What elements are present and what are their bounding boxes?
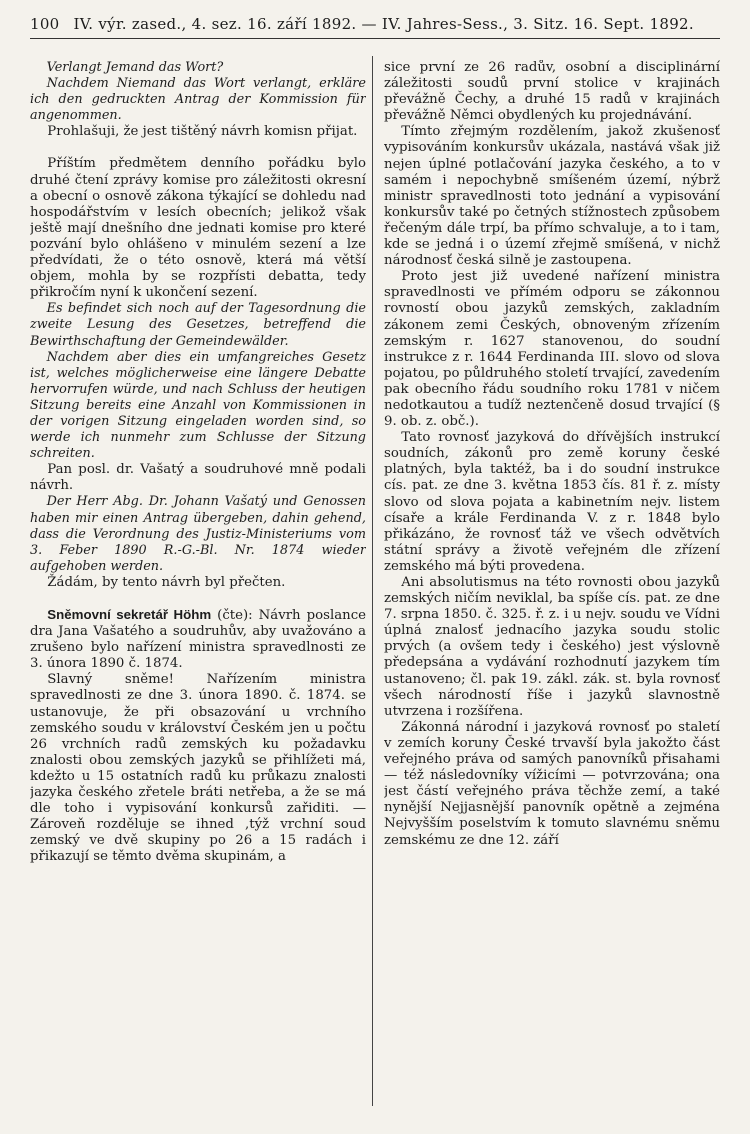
header-left <box>30 15 694 33</box>
paragraph: Slavný sněme! Nařízením ministra spravedlnosti ze dne 3. února 1890. č. 1874. se ustanovuje, že při obsazování u vrchního zemského soudu v království Českém jen u počtu 26 vrchních radů zemských ku požadavku znalosti obou zemských jazyků se přihlížeti má, kdežto u 15 ostatních radů ku průkazu znalosti jazyka českého zřetele bráti netřeba, a že se má dle toho i vypisování konkursů zařiditi. — Zároveň rozděluje se ihned ,týž vrchní soud zemský ve dvě skupiny po 26 a 15 radách i přikazují se těmto dvěma skupinám, a <box>30 672 366 865</box>
header-title: IV. výr. zased., 4. sez. 16. září 1892. — IV. Jahres-Sess., 3. Sitz. 16. Sept. 1892. <box>73 15 694 33</box>
paragraph <box>30 607 366 672</box>
header-rule <box>30 38 720 39</box>
page-number: 100 <box>30 15 60 33</box>
column-divider <box>372 56 373 1106</box>
paragraph: Tato rovnosť jazyková do dřívějších instrukcí soudních, zákonů pro země koruny české platných, byla taktéž, ba i do soudní instrukce cís. pat. ze dne 3. května 1853 čís. 81 ř. z. místy slovo od slova pojata a kabinetním nejv. listem císaře a krále Ferdinanda V. z r. 1848 bylo přikázáno, že rovnosť táž ve všech odvětvích státní správy a životě veřejném dle zřízení zemského má býti provedena. <box>384 430 720 574</box>
right-column <box>384 60 720 1120</box>
paragraph: Zákonná národní i jazyková rovnosť po staletí v zemích koruny České trvavší byla jakožto část veřejného práva od samých panovníků přisahami — též následovníky vížicími — potvrzována; ona jest částí veřejného práva těchže zemí, a také nynější Nejjasnější panovník opětně a zejména Nejvyšším poselstvím k tomuto slavnému sněmu zemskému ze dne 12. září <box>384 719 720 848</box>
left-column <box>30 60 366 1120</box>
paragraph: Es befindet sich noch auf der Tagesordnung die zweite Lesung des Gesetzes, betreffend die Bewirthschaftung der Gemeindewälder. <box>30 301 366 349</box>
paragraph: Ani absolutismus na této rovnosti obou jazyků zemských ničím neviklal, ba spíše cís. pat. ze dne 7. srpna 1850. č. 325. ř. z. i u nejv. soudu ve Vídni úplná znalosť jednacího jazyka soudu stolic prvých (a ovšem tedy i českého) jest výslovně předepsána a vydávání rozhodnutí jazykem tím ustanoveno; čl. pak 19. zákl. zák. st. byla rovnosť všech národností říše i jazyků slavnostně utvrzena i rozšířena. <box>384 575 720 719</box>
paragraph: Verlangt Jemand das Wort? <box>46 60 224 75</box>
page-header <box>30 10 720 38</box>
paragraph: Žádám, by tento návrh byl přečten. <box>47 574 286 590</box>
speaker-name: Sněmovní sekretář Höhm <box>47 607 212 622</box>
paragraph: Nachdem aber dies ein umfangreiches Gesetz ist, welches möglicherweise eine längere Debatte hervorrufen würde, und nach Schluss der heutigen Sitzung bereits eine Anzahl von Kommissionen in der vorigen Sitzung eingeladen worden sind, so werde ich nunmehr zum Schlusse der Sitzung schreiten. <box>30 349 366 462</box>
paragraph: Der Herr Abg. Dr. Johann Vašatý und Genossen haben mir einen Antrag übergeben, dahin gehend, dass die Verordnung des Justiz-Ministeriums vom 3. Feber 1890 R.-G.-Bl. Nr. 1874 wieder aufgehoben werden. <box>30 494 366 574</box>
paragraph: Nachdem Niemand das Wort verlangt, erkläre ich den gedruckten Antrag der Kommission für angenommen. <box>30 76 366 124</box>
paragraph: sice první ze 26 radův, osobní a disciplinární záležitosti soudů první stolice v krajinách převážně Čechy, a druhé 15 radů v krajinách převážně Němci obydlených ku projednávání. <box>384 60 720 124</box>
paragraph: Příštím předmětem denního pořádku bylo druhé čtení zprávy komise pro záležitosti okresní a obecní o osnově zákona týkající se dohledu nad hospodářstvím v lesích obecních; jelikož však ještě mají dnešního dne jednati komise pro které pozvání bylo ohlášeno v minulém sezení a lze předvídati, že o této osnově, která má větší objem, mohla by se rozpřísti debatta, tedy přikročím nyní k ukončení sezení. <box>30 156 366 301</box>
paragraph: Tímto zřejmým rozdělením, jakož zkušenosť vypisováním konkursův ukázala, nastává však již nejen úplné potlačování jazyka českého, a to v samém i nepochybně smíšeném území, nýbrž ministr spravedlnosti toto jednání a vypisování konkursův také po četných stížnostech způsobem řečeným dále trpí, ba přímo schvaluje, a to i tam, kde se jedná i o území zřejmě smíšená, v nichž národnosť česká silně je zastoupena. <box>384 124 720 269</box>
paragraph: Pan posl. dr. Vašatý a soudruhové mně podali návrh. <box>30 462 366 494</box>
paragraph: Prohlašuji, že jest tištěný návrh komisn přijat. <box>47 124 358 140</box>
paragraph-text: (čte): Návrh poslance dra Jana Vašatého a soudruhův, aby uvažováno a zrušeno bylo nařízení ministra spravedlnosti ze 3. února 1890 č. 1874. <box>30 608 366 672</box>
paragraph: Proto jest již uvedené nařízení ministra spravedlnosti ve přímém odporu se zákonnou rovností obou jazyků zemských, zakladním zákonem zemi Českých, obnoveným zřízením zemským r. 1627 stanovenou, do soudní instrukce z r. 1644 Ferdinanda III. slovo od slova pojatou, po půldruhého století trvající, zavedením pak obecního řádu soudního roku 1781 v ničem nedotkautou a tudíž neztenčeně dosud trvající (§ 9. ob. z. obč.). <box>384 269 720 430</box>
